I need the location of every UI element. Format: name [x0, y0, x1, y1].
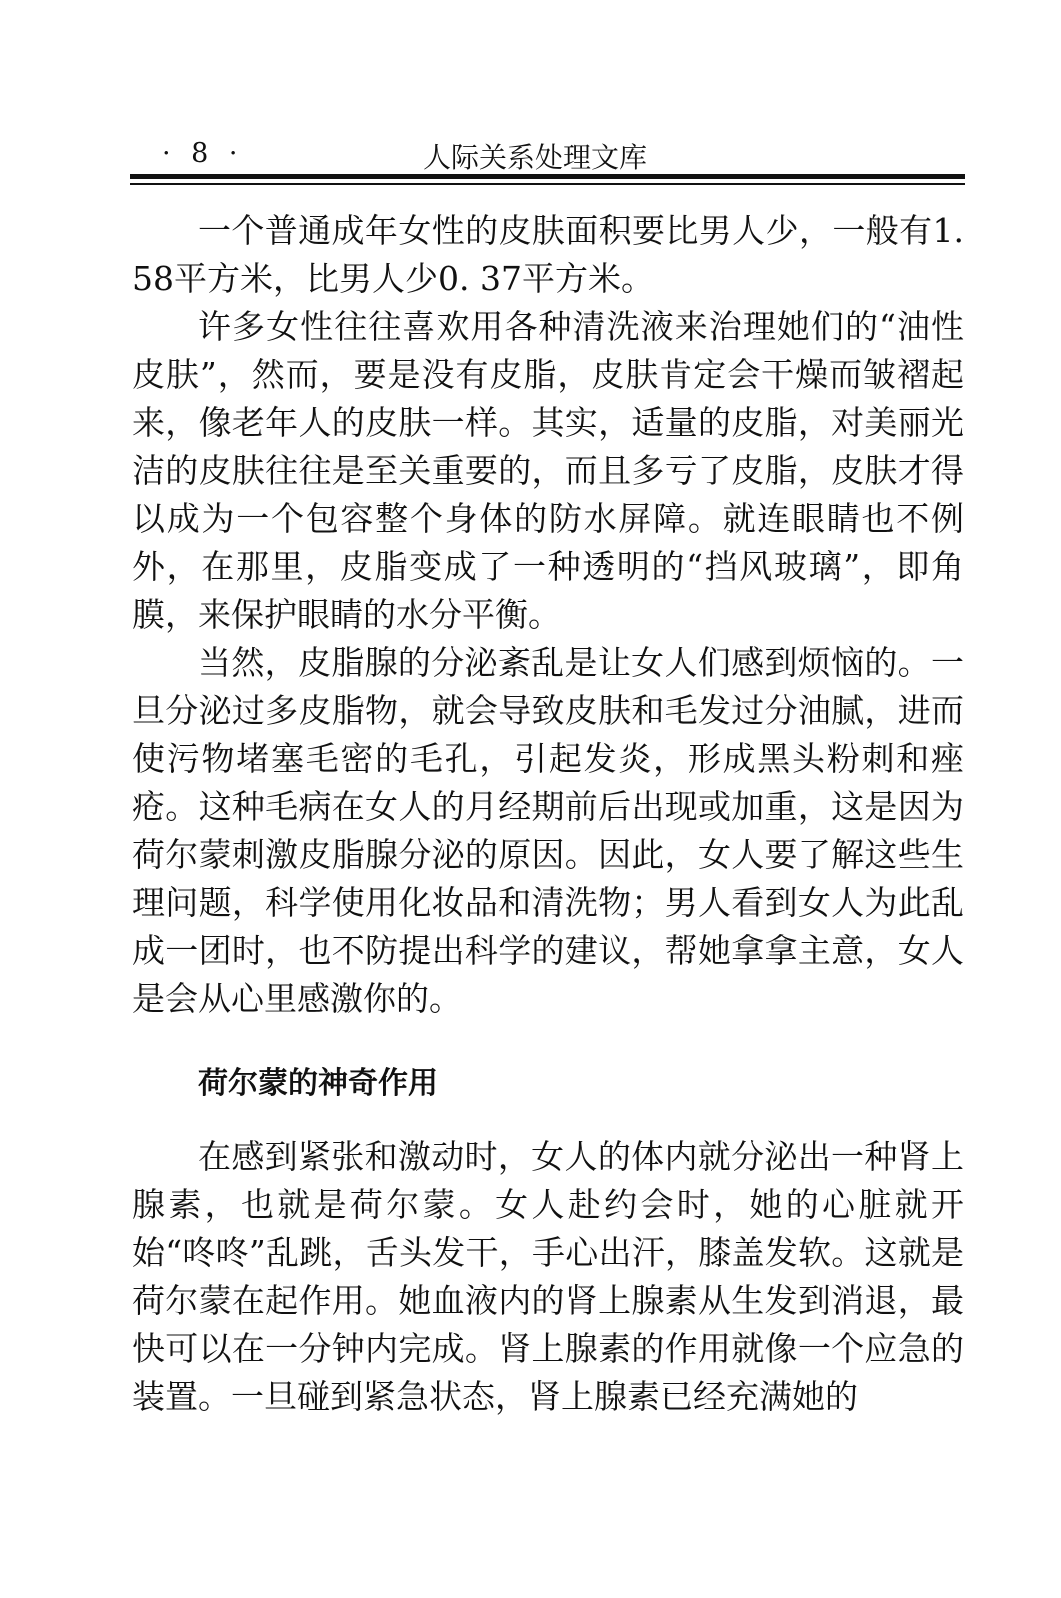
running-title: 人际关系处理文库 — [423, 141, 648, 174]
section-heading: 荷尔蒙的神奇作用 — [198, 1066, 438, 1101]
header-rule-thin — [130, 183, 965, 185]
page-header — [130, 134, 965, 174]
section-body-text — [132, 1133, 964, 1421]
paragraph: 一个普通成年女性的皮肤面积要比男人少，一般有1. 58平方米，比男人少0. 37平方米。 — [132, 211, 964, 298]
paragraph: 当然，皮脂腺的分泌紊乱是让女人们感到烦恼的。一旦分泌过多皮脂物，就会导致皮肤和毛发过分油腻，进而使污物堵塞毛密的毛孔，引起发炎，形成黑头粉刺和痤疮。这种毛病在女人的月经期前后出现或加重，这是因为荷尔蒙刺激皮脂腺分泌的原因。因此，女人要了解这些生理问题，科学使用化妆品和清洗物；男人看到女人为此乱成一团时，也不防提出科学的建议，帮她拿拿主意，女人是会从心里感激你的。 — [132, 643, 964, 1018]
header-rule-thick — [130, 174, 965, 179]
page-number: · 8 · — [162, 138, 244, 169]
paragraph: 在感到紧张和激动时，女人的体内就分泌出一种肾上腺素，也就是荷尔蒙。女人赴约会时，她的心脏就开始“咚咚”乱跳，舌头发干，手心出汗，膝盖发软。这就是荷尔蒙在起作用。她血液内的肾上腺素从生发到消退，最快可以在一分钟内完成。肾上腺素的作用就像一个应急的装置。一旦碰到紧急状态，肾上腺素已经充满她的 — [132, 1137, 964, 1416]
body-text — [132, 207, 964, 1023]
paragraph: 许多女性往往喜欢用各种清洗液来治理她们的“油性皮肤”，然而，要是没有皮脂，皮肤肯定会干燥而皱褶起来，像老年人的皮肤一样。其实，适量的皮脂，对美丽光洁的皮肤往往是至关重要的，而且多亏了皮脂，皮肤才得以成为一个包容整个身体的防水屏障。就连眼睛也不例外，在那里，皮脂变成了一种透明的“挡风玻璃”，即角膜，来保护眼睛的水分平衡。 — [132, 307, 964, 634]
